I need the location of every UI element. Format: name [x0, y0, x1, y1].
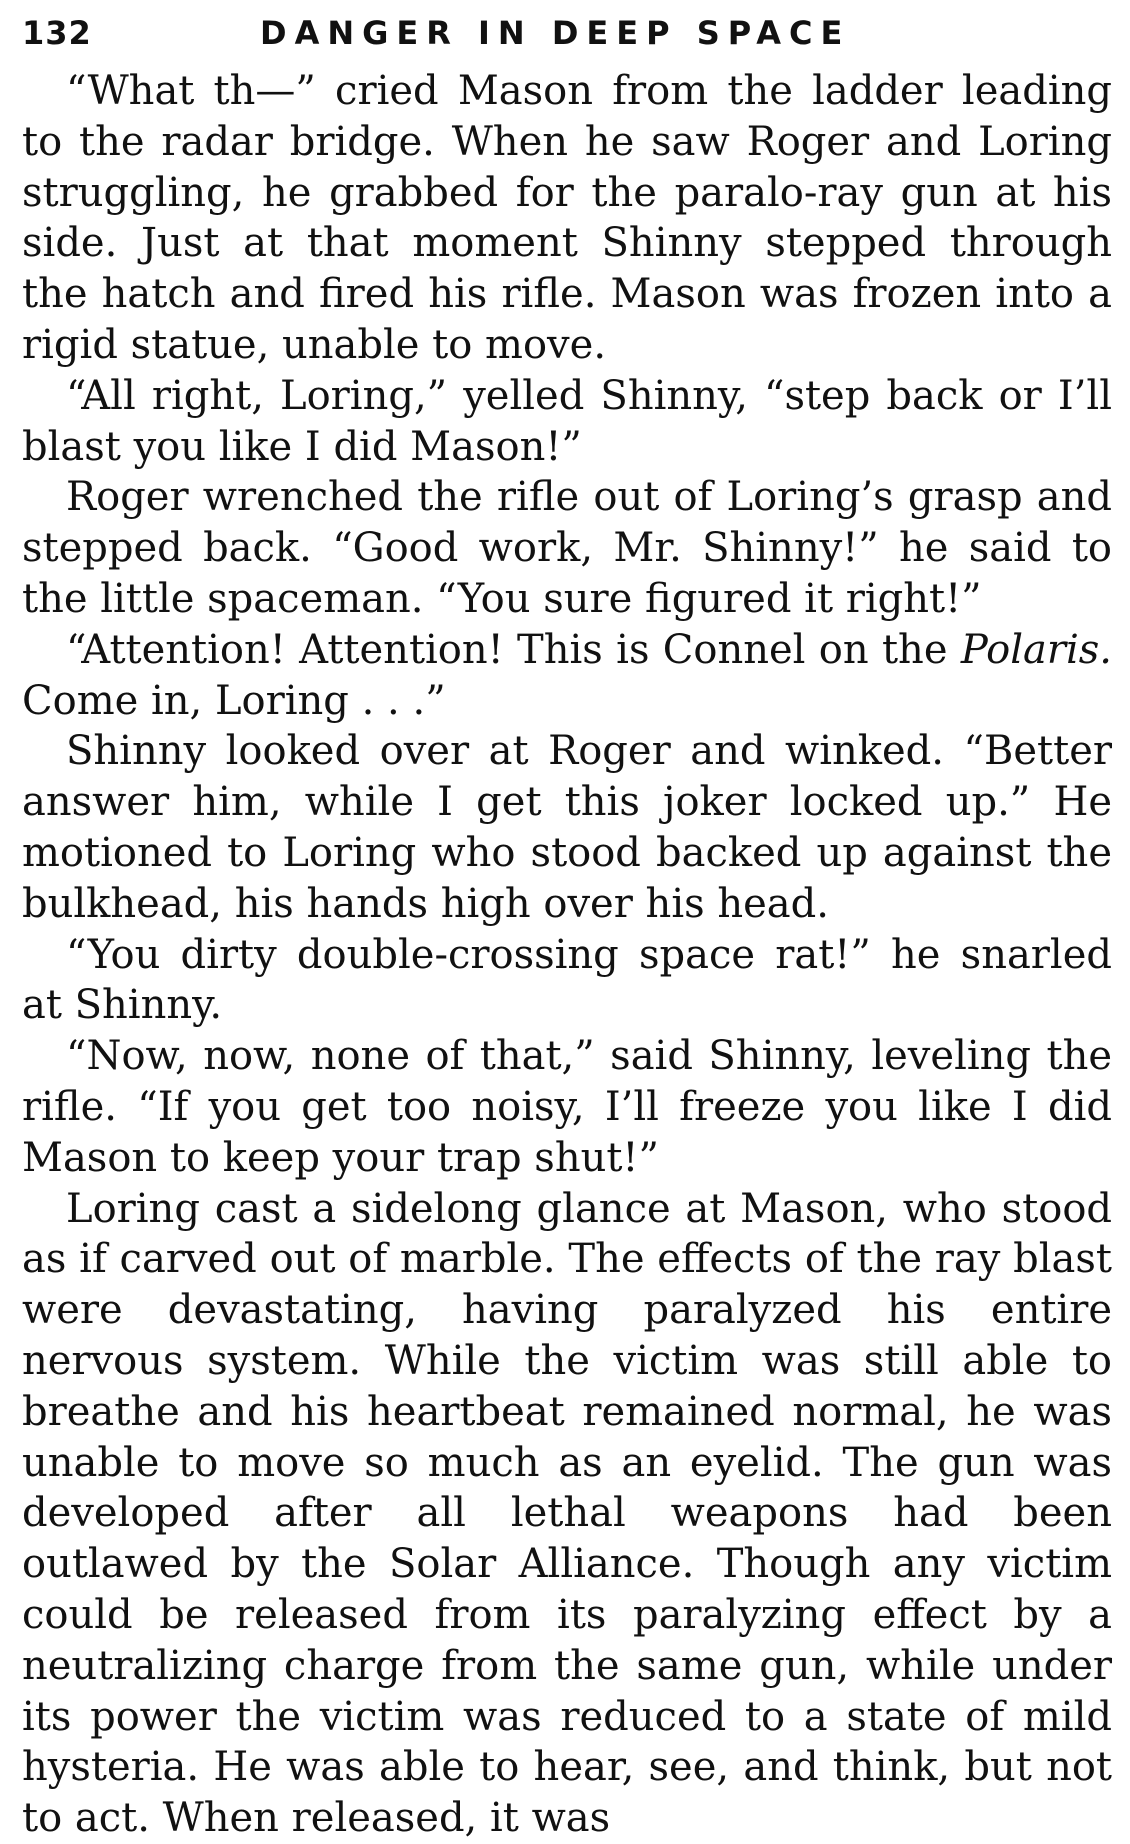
paragraph-4-before: “Attention! Attention! This is Connel on the — [66, 626, 961, 673]
body-text — [22, 66, 1112, 1844]
page-header — [22, 0, 1112, 66]
paragraph-6: “You dirty double-crossing space rat!” he snarled at Shinny. — [22, 931, 1112, 1029]
paragraph-3: Roger wrenched the rifle out of Loring’s grasp and stepped back. “Good work, Mr. Shinny!” he said to the little spaceman. “You sure figured it right!” — [22, 474, 1112, 622]
paragraph-4-after: Come in, Loring . . .” — [22, 677, 446, 724]
paragraph-1: “What th—” cried Mason from the ladder leading to the radar bridge. When he saw Roger and Loring struggling, he grabbed for the paralo-ray gun at his side. Just at that moment Shinny stepped through the hatch and fired his rifle. Mason was frozen into a rigid statue, unable to move. — [22, 68, 1112, 368]
paragraph-7: “Now, now, none of that,” said Shinny, leveling the rifle. “If you get too noisy, I’ll freeze you like I did Mason to keep your trap shut!” — [22, 1033, 1112, 1181]
paragraph-4 — [22, 625, 1112, 727]
paragraph-5: Shinny looked over at Roger and winked. “Better answer him, while I get this joker locked up.” He motioned to Loring who stood backed up against the bulkhead, his hands high over his head. — [22, 728, 1112, 927]
running-title: DANGER IN DEEP SPACE — [260, 14, 851, 52]
book-page — [22, 0, 1112, 1842]
page-number: 132 — [22, 14, 92, 52]
paragraph-2: “All right, Loring,” yelled Shinny, “step back or I’ll blast you like I did Mason!” — [22, 372, 1112, 470]
paragraph-8: Loring cast a sidelong glance at Mason, who stood as if carved out of marble. The effects of the ray blast were devastating, having paralyzed his entire nervous system. While the victim was still able to breathe and his heartbeat remained normal, he was unable to move so much as an eyelid. The gun was developed after all lethal weapons had been outlawed by the Solar Alliance. Though any victim could be released from its paralyzing effect by a neutralizing charge from the same gun, while under its power the victim was reduced to a state of mild hysteria. He was able to hear, see, and think, but not to act. When released, it was — [22, 1185, 1112, 1842]
paragraph-4-ship-name: Polaris. — [960, 626, 1112, 673]
